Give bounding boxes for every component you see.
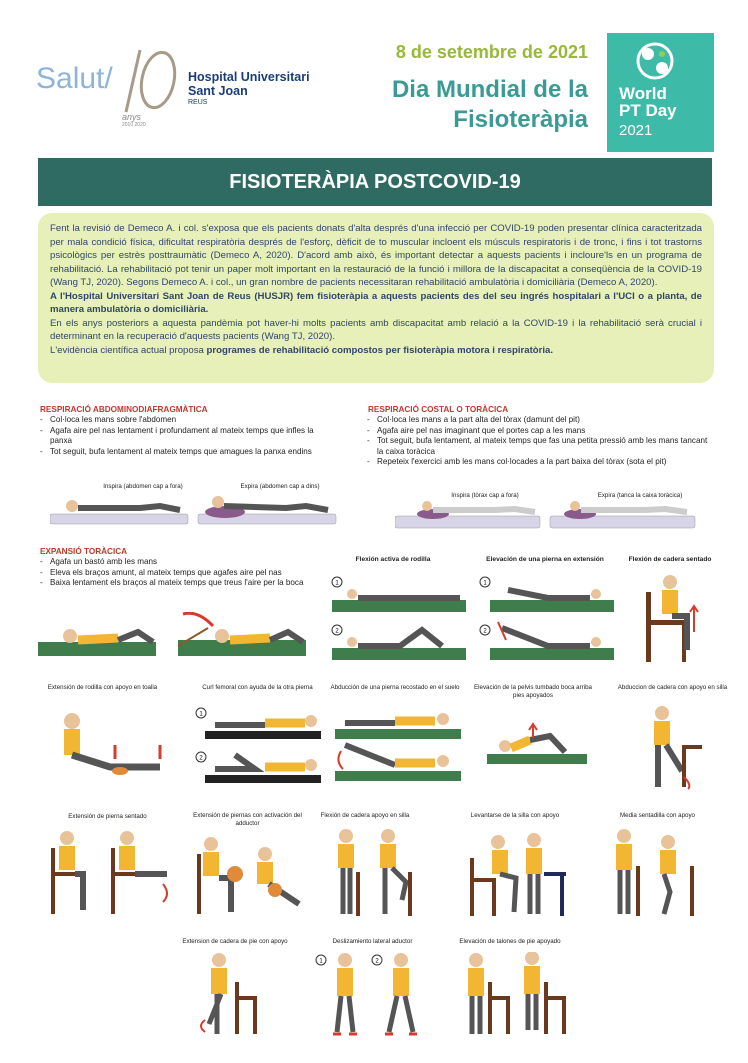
list-item: - Tot seguit, bufa lentament, al mateix temps que fas una petita pressió amb les mans tancant la caixa toràcica xyxy=(367,436,712,457)
curl-femoral-caption: Curl femoral con ayuda de la otra pierna xyxy=(202,684,313,691)
abduccion-recostado-illustration xyxy=(335,705,465,785)
hospital-city: REUS xyxy=(188,99,208,106)
elevacion-pelvis-caption: Elevación de la pelvis tumbado boca arriba pies apoyados xyxy=(474,684,592,699)
expansio-title: EXPANSIÓ TORÀCICA xyxy=(40,547,128,556)
elevacion-pierna-illustration xyxy=(478,572,618,664)
step-number: 2 xyxy=(335,628,339,635)
intro-p4-start: L'evidència científica actual proposa xyxy=(50,344,207,356)
step-number: 2 xyxy=(375,958,379,965)
salut-logo-text: Salut/ xyxy=(36,62,113,95)
elevacion-pierna-caption: Elevación de una pierna en extensión xyxy=(486,556,604,563)
resp-abd-illustration xyxy=(50,490,340,530)
list-item: - Baixa lentament els braços al mateix temps que treus l'aire per la boca xyxy=(40,578,315,589)
world-pt-day-globe-icon xyxy=(635,41,675,81)
hospital-name-line1: Hospital Universitari xyxy=(188,70,310,84)
extension-piernas-aductor-illustration xyxy=(195,834,305,919)
resp-costal-title: RESPIRACIÓ COSTAL O TORÀCICA xyxy=(368,405,509,414)
flexion-cadera-silla-illustration xyxy=(328,828,423,918)
resp-abd-expira-caption: Expira (abdomen cap a dins) xyxy=(240,483,320,490)
list-item: - Agafa aire pel nas lentament i profundament al mateix temps que infles la panxa xyxy=(40,426,335,447)
step-number: 1 xyxy=(483,580,487,587)
event-title-line2: Fisioteràpia xyxy=(453,106,588,133)
abduccion-recostado-caption: Abducción de una pierna recostado en el suelo xyxy=(330,684,460,691)
resp-costal-expira-caption: Expira (tanca la caixa toràcica) xyxy=(597,492,683,499)
step-number: 1 xyxy=(335,580,339,587)
list-item: - Col·loca les mans sobre l'abdomen xyxy=(40,415,335,426)
flexion-cadera-sentado-caption: Flexión de cadera sentado xyxy=(628,556,712,563)
curl-femoral-illustration xyxy=(195,705,325,785)
step-number: 1 xyxy=(199,711,203,718)
extension-cadera-pie-illustration xyxy=(195,952,265,1037)
anys-dates: 2010 2020 xyxy=(122,122,146,128)
list-item: - Tot seguit, bufa lentament al mateix temps que amagues la panxa endins xyxy=(40,447,335,458)
elevacion-pelvis-illustration xyxy=(485,712,590,772)
intro-box xyxy=(38,213,714,383)
abduccion-cadera-silla-caption: Abduccion de cadera con apoyo en silla xyxy=(617,684,728,691)
wpt-line2: PT Day xyxy=(619,101,677,120)
anys-label: anys xyxy=(122,112,142,122)
media-sentadilla-illustration xyxy=(610,828,710,918)
resp-costal-inspira-caption: Inspira (tòrax cap a fora) xyxy=(451,492,519,499)
list-item: - Agafa un bastó amb les mans xyxy=(40,557,315,568)
expansio-illustration xyxy=(38,612,308,662)
expansio-list xyxy=(40,557,315,589)
flexion-rodilla-illustration xyxy=(330,572,470,664)
wpt-year: 2021 xyxy=(619,122,653,139)
step-number: 2 xyxy=(199,755,203,762)
event-date: 8 de setembre de 2021 xyxy=(395,42,588,62)
page-title: FISIOTERÀPIA POSTCOVID-19 xyxy=(38,158,712,206)
resp-abd-list xyxy=(40,415,335,457)
extension-piernas-aductor-caption: Extensión de piernas con activación del adductor xyxy=(193,812,302,827)
list-item: - Col·loca les mans a la part alta del tòrax (damunt del pit) xyxy=(367,415,712,426)
resp-abd-inspira-caption: Inspira (abdomen cap a fora) xyxy=(103,483,183,490)
intro-paragraph-3: En els anys posteriors a aquesta pandèmia pot haver-hi molts pacients amb discapacitat amb relació a la COVID-19 i la rehabilitació serà crucial i determinant en la recuperació d'aquests pacients (Wang TJ, 2020). xyxy=(50,317,702,342)
extension-rodilla-caption: Extensión de rodilla con apoyo en toalla xyxy=(47,684,158,691)
wpt-line1: World xyxy=(619,84,667,103)
intro-p4-bold: programes de rehabilitació compostos per fisioteràpia motora i respiratòria. xyxy=(206,344,554,356)
deslizamiento-aductor-illustration xyxy=(315,952,425,1037)
resp-costal-list xyxy=(367,415,712,468)
deslizamiento-aductor-caption: Deslizamiento lateral aductor xyxy=(332,938,413,945)
list-item: - Repeteix l'exercici amb les mans col·locades a la part baixa del tòrax (sota el pit) xyxy=(367,457,712,468)
intro-paragraph-4 xyxy=(50,344,702,358)
abduccion-cadera-silla-illustration xyxy=(640,705,710,790)
extension-pierna-sentado-illustration xyxy=(45,828,175,918)
step-number: 2 xyxy=(483,628,487,635)
elevacion-talones-caption: Elevación de talones de pie apoyado xyxy=(459,938,561,945)
event-title-line1: Dia Mundial de la xyxy=(391,76,588,103)
media-sentadilla-caption: Media sentadilla con apoyo xyxy=(620,812,695,819)
levantarse-silla-caption: Levantarse de la silla con apoyo xyxy=(470,812,560,819)
resp-costal-illustration xyxy=(395,498,700,534)
resp-abd-title: RESPIRACIÓ ABDOMINODIAFRAGMÀTICA xyxy=(40,405,208,414)
extension-rodilla-illustration xyxy=(50,705,170,785)
extension-pierna-sentado-caption: Extensión de pierna sentado xyxy=(68,813,147,820)
hospital-name-line2: Sant Joan xyxy=(188,84,248,98)
levantarse-silla-illustration xyxy=(470,828,570,918)
intro-paragraph-1: Fent la revisió de Demeco A. i col. s'exposa que els pacients donats d'alta després d'una infecció per COVID-19 poden presentar clínica caracteritzada per mala condició física, dificultat respiratòria després de l'esforç, dèficit de to muscular incloent els músculs respiratoris i de tronc, i fins i tot trastorns psicològics per estrès posttraumàtic (Demeco A, 2020). D'acord amb això, és important detectar a aquests pacients i incloure'ls en un programa de rehabilitació. La rehabilitació pot tenir un paper molt important en la restauració de la funció i millora de la discapacitat a conseqüència de la COVID-19 (Wang TJ, 2020). Segons Demeco A. i col., un gran nombre de pacients necessitaran rehabilitació ambulatòria i domiciliària (Demeco A, 2020). xyxy=(50,223,702,288)
flexion-cadera-silla-caption: Flexión de cadera apoyo en silla xyxy=(320,812,410,819)
intro-paragraph-2: A l'Hospital Universitari Sant Joan de Reus (HUSJR) fem fisioteràpia a aquests pacients des del seu ingrés hospitalari a l'UCI o a planta, de manera ambulatòria o domiciliària. xyxy=(50,290,702,315)
list-item: - Eleva els braços amunt, al mateix temps que agafes aire pel nas xyxy=(40,568,315,579)
extension-cadera-pie-caption: Extension de cadera de pie con apoyo xyxy=(182,938,288,945)
world-pt-day-logo xyxy=(607,33,714,152)
flexion-rodilla-caption: Flexión activa de rodilla xyxy=(355,556,431,563)
step-number: 1 xyxy=(319,958,323,965)
list-item: - Agafa aire pel nas imaginant que el portes cap a les mans xyxy=(367,426,712,437)
elevacion-talones-illustration xyxy=(460,952,570,1037)
flexion-cadera-sentado-illustration xyxy=(632,572,712,667)
